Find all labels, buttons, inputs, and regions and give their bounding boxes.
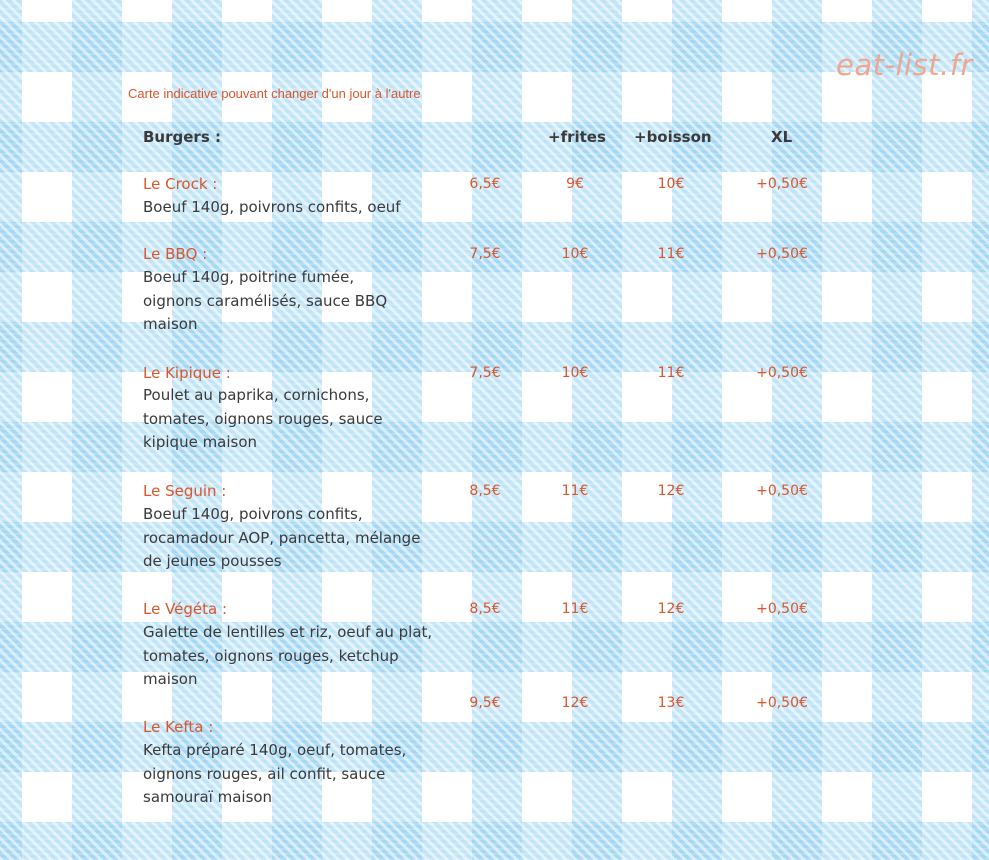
item-price-boisson: 12€	[657, 483, 685, 499]
item-desc-line: oignons caramélisés, sauce BBQ	[143, 291, 388, 310]
item-price: 7,5€	[469, 365, 501, 381]
item-desc-line: Boeuf 140g, poitrine fumée,	[143, 268, 355, 286]
item-desc-line: Galette de lentilles et riz, oeuf au plat,	[143, 623, 433, 641]
item-name: Le Crock :	[143, 175, 218, 193]
item-desc-line: Poulet au paprika, cornichons,	[143, 386, 370, 404]
item-price-xl: +0,50€	[756, 176, 808, 192]
item-desc-line: oignons rouges, ail confit, sauce	[143, 764, 386, 783]
header-burgers: Burgers :	[143, 128, 221, 146]
item-price-xl: +0,50€	[756, 246, 808, 262]
item-price: 9,5€	[469, 695, 501, 711]
item-price-frites: 9€	[566, 176, 584, 192]
item-desc-line: samouraï maison	[143, 788, 273, 806]
item-price-boisson: 11€	[657, 365, 685, 381]
item-desc	[143, 739, 406, 810]
item-desc-line: tomates, oignons rouges, ketchup	[143, 646, 399, 665]
item-price-frites: 11€	[561, 483, 589, 499]
item-desc-line: maison	[143, 670, 198, 688]
item-desc	[143, 196, 401, 220]
item-price-xl: +0,50€	[756, 601, 808, 617]
item-name: Le Végéta :	[143, 600, 228, 618]
item-desc-line: Boeuf 140g, poivrons confits, oeuf	[143, 198, 401, 216]
header-frites: +frites	[548, 128, 606, 146]
item-price: 8,5€	[469, 601, 501, 617]
item-price: 7,5€	[469, 246, 501, 262]
item-desc	[143, 384, 383, 455]
item-desc	[143, 266, 387, 337]
item-price-boisson: 11€	[657, 246, 685, 262]
item-name: Le Seguin :	[143, 482, 227, 500]
header-xl: XL	[771, 128, 793, 146]
item-desc-line: de jeunes pousses	[143, 552, 282, 570]
item-price-boisson: 12€	[657, 601, 685, 617]
item-desc-line: kipique maison	[143, 433, 258, 451]
item-desc-line: tomates, oignons rouges, sauce	[143, 409, 383, 428]
item-name: Le Kipique :	[143, 364, 231, 382]
item-desc-line: Kefta préparé 140g, oeuf, tomates,	[143, 741, 407, 759]
item-price-frites: 12€	[561, 695, 589, 711]
item-price-frites: 10€	[561, 246, 589, 262]
item-price-frites: 11€	[561, 601, 589, 617]
item-name: Le BBQ :	[143, 245, 208, 263]
item-desc	[143, 621, 432, 692]
item-desc-line: rocamadour AOP, pancetta, mélange	[143, 528, 421, 547]
menu-note: Carte indicative pouvant changer d'un jour à l'autre	[128, 86, 421, 101]
item-name: Le Kefta :	[143, 718, 214, 736]
watermark: eat-list.fr	[836, 48, 973, 82]
item-desc-line: maison	[143, 315, 198, 333]
item-price-xl: +0,50€	[756, 695, 808, 711]
item-price-boisson: 10€	[657, 176, 685, 192]
item-desc-line: Boeuf 140g, poivrons confits,	[143, 505, 363, 523]
item-price-xl: +0,50€	[756, 365, 808, 381]
item-price: 8,5€	[469, 483, 501, 499]
header-boisson: +boisson	[634, 128, 712, 146]
item-price-xl: +0,50€	[756, 483, 808, 499]
item-price: 6,5€	[469, 176, 501, 192]
item-desc	[143, 503, 420, 574]
item-price-frites: 10€	[561, 365, 589, 381]
item-price-boisson: 13€	[657, 695, 685, 711]
